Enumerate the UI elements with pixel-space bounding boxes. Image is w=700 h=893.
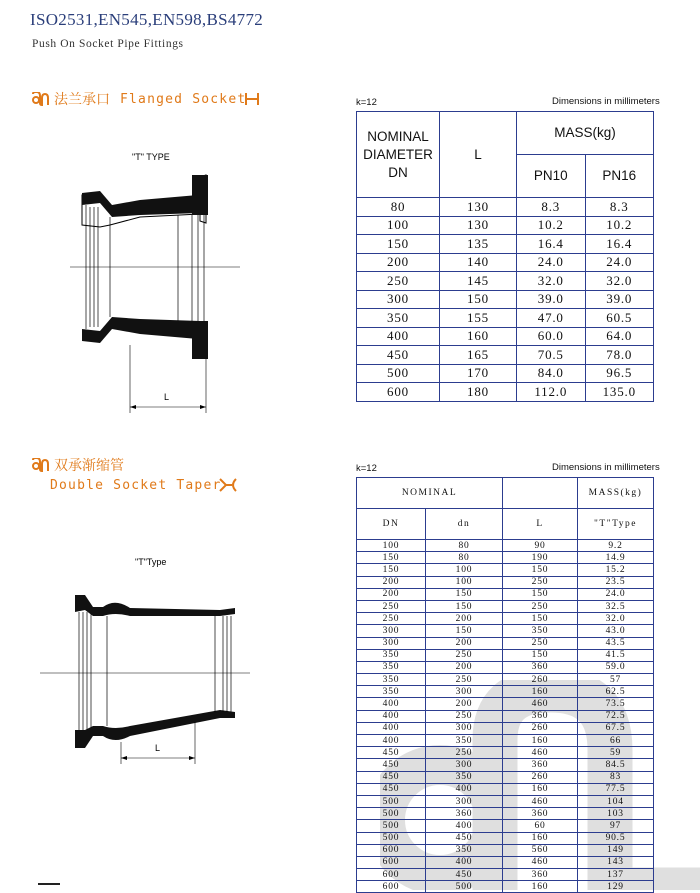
table-cell: 100 (426, 564, 503, 576)
section2-dim-note: Dimensions in millimeters (552, 462, 660, 473)
flanged-socket-drawing (60, 145, 260, 420)
table-row (357, 661, 654, 673)
table-cell: 600 (357, 844, 426, 856)
table-row (357, 649, 654, 661)
table-cell: 60.5 (585, 309, 654, 328)
table-row (357, 576, 654, 588)
table-cell: 600 (357, 856, 426, 868)
table-row (357, 540, 654, 552)
table-cell: 350 (357, 649, 426, 661)
table-cell: 100 (357, 216, 440, 235)
drawing2-label: "T"Type (135, 557, 167, 567)
table-cell: 150 (357, 235, 440, 254)
table-cell: 32.0 (578, 613, 654, 625)
table-row (357, 552, 654, 564)
table-cell: 500 (357, 808, 426, 820)
table-cell: 250 (426, 674, 503, 686)
table-cell: 160 (503, 832, 578, 844)
table-row (357, 832, 654, 844)
table-cell: 250 (426, 747, 503, 759)
table-row (357, 564, 654, 576)
table-cell: 78.0 (585, 346, 654, 365)
section1-k-note: k=12 (356, 97, 377, 108)
table-cell: 250 (357, 272, 440, 291)
section1-heading (32, 89, 260, 109)
table-cell: 41.5 (578, 649, 654, 661)
table-cell: 300 (426, 722, 503, 734)
table-cell: 360 (503, 869, 578, 881)
table-cell: 150 (426, 588, 503, 600)
table-cell: 300 (357, 625, 426, 637)
table-cell: 90 (503, 540, 578, 552)
table-cell: 600 (357, 869, 426, 881)
table-cell: 460 (503, 856, 578, 868)
table-cell: 260 (503, 674, 578, 686)
table-cell: 360 (426, 808, 503, 820)
table-cell: 145 (440, 272, 517, 291)
table-cell: 250 (357, 600, 426, 612)
table-cell: 150 (503, 588, 578, 600)
table-cell: 360 (503, 661, 578, 673)
table-cell: 140 (440, 253, 517, 272)
table-cell: 350 (426, 735, 503, 747)
header-mass: MASS(kg) (517, 112, 654, 155)
table-row (357, 686, 654, 698)
table-row (357, 869, 654, 881)
table-cell: 10.2 (585, 216, 654, 235)
section1-title-en: Flanged Socket (120, 91, 247, 107)
header-pn16: PN16 (585, 155, 654, 198)
header-blank (503, 478, 578, 509)
section2-title-en: Double Socket Taper (50, 477, 222, 493)
table-cell: 100 (426, 576, 503, 588)
header-type: "T"Type (578, 509, 654, 540)
table-cell: 60.0 (517, 327, 586, 346)
table-cell: 400 (357, 698, 426, 710)
section2-title-cn: 双承渐缩管 (54, 458, 124, 474)
table-cell: 450 (357, 747, 426, 759)
table-row (357, 309, 654, 328)
table-cell: 24.0 (578, 588, 654, 600)
table-cell: 250 (426, 710, 503, 722)
table-cell: 47.0 (517, 309, 586, 328)
table-cell: 103 (578, 808, 654, 820)
table-cell: 160 (440, 327, 517, 346)
table-cell: 66 (578, 735, 654, 747)
section1-dim-note: Dimensions in millimeters (552, 96, 660, 107)
table-cell: 14.9 (578, 552, 654, 564)
table-cell: 500 (357, 795, 426, 807)
drawing1-label: "T" TYPE (132, 152, 170, 162)
table-cell: 23.5 (578, 576, 654, 588)
table-cell: 83 (578, 771, 654, 783)
section2-k-note: k=12 (356, 463, 377, 474)
table-row (357, 771, 654, 783)
table-cell: 460 (503, 698, 578, 710)
table-row (357, 364, 654, 383)
section2-heading (32, 455, 238, 493)
double-socket-taper-table (356, 477, 654, 893)
table-cell: 137 (578, 869, 654, 881)
header-mass: MASS(kg) (578, 478, 654, 509)
table-cell: 200 (426, 613, 503, 625)
table-cell: 150 (357, 552, 426, 564)
table-cell: 460 (503, 795, 578, 807)
table-cell: 450 (357, 346, 440, 365)
table-cell: 130 (440, 216, 517, 235)
table-cell: 59.0 (578, 661, 654, 673)
double-socket-taper-drawing (35, 550, 255, 770)
table-cell: 160 (503, 881, 578, 893)
table-row (357, 253, 654, 272)
table-cell: 84.5 (578, 759, 654, 771)
table-row (357, 613, 654, 625)
table-cell: 155 (440, 309, 517, 328)
section1-title-cn: 法兰承口 (54, 92, 110, 108)
table-cell: 300 (426, 686, 503, 698)
table-row (357, 783, 654, 795)
table-cell: 80 (426, 540, 503, 552)
table-cell: 84.0 (517, 364, 586, 383)
table-row (357, 327, 654, 346)
table-cell: 400 (357, 710, 426, 722)
table-row (357, 856, 654, 868)
table-cell: 24.0 (585, 253, 654, 272)
table-cell: 150 (357, 564, 426, 576)
table-cell: 135.0 (585, 383, 654, 402)
page-subtitle: Push On Socket Pipe Fittings (32, 38, 184, 50)
table-cell: 350 (426, 844, 503, 856)
table-cell: 400 (357, 735, 426, 747)
table-cell: 600 (357, 383, 440, 402)
table-cell: 400 (357, 327, 440, 346)
table-cell: 77.5 (578, 783, 654, 795)
table-cell: 10.2 (517, 216, 586, 235)
table-row (357, 272, 654, 291)
table-cell: 100 (357, 540, 426, 552)
table-row (357, 747, 654, 759)
table-cell: 67.5 (578, 722, 654, 734)
table-cell: 97 (578, 820, 654, 832)
table-cell: 8.3 (517, 198, 586, 217)
table-cell: 350 (357, 661, 426, 673)
table-cell: 150 (440, 290, 517, 309)
table-cell: 43.5 (578, 637, 654, 649)
drawing1-dim-L: L (164, 392, 170, 402)
table-cell: 450 (426, 869, 503, 881)
table-cell: 460 (503, 747, 578, 759)
table-row (357, 735, 654, 747)
table-cell: 62.5 (578, 686, 654, 698)
table-row (357, 346, 654, 365)
table-cell: 135 (440, 235, 517, 254)
table-cell: 24.0 (517, 253, 586, 272)
drawing2-dim-L: L (155, 743, 161, 753)
table-cell: 150 (426, 600, 503, 612)
table-cell: 350 (357, 686, 426, 698)
table-cell: 300 (426, 795, 503, 807)
table-cell: 112.0 (517, 383, 586, 402)
table-cell: 104 (578, 795, 654, 807)
table-cell: 350 (357, 309, 440, 328)
dn-logo-icon (32, 92, 50, 106)
table-cell: 39.0 (517, 290, 586, 309)
table-cell: 190 (503, 552, 578, 564)
table-row (357, 625, 654, 637)
table-cell: 500 (357, 364, 440, 383)
table-cell: 200 (426, 698, 503, 710)
table-cell: 96.5 (585, 364, 654, 383)
header-pn10: PN10 (517, 155, 586, 198)
table-cell: 450 (426, 832, 503, 844)
table-cell: 400 (426, 820, 503, 832)
table-cell: 250 (426, 649, 503, 661)
header-L: L (440, 112, 517, 198)
table-cell: 9.2 (578, 540, 654, 552)
table-cell: 39.0 (585, 290, 654, 309)
table-cell: 250 (503, 600, 578, 612)
table-cell: 15.2 (578, 564, 654, 576)
table-cell: 72.5 (578, 710, 654, 722)
dn-logo-icon (32, 458, 50, 472)
table-cell: 360 (503, 710, 578, 722)
table-row (357, 808, 654, 820)
table-row (357, 844, 654, 856)
table-cell: 160 (503, 735, 578, 747)
table-cell: 250 (503, 576, 578, 588)
table-cell: 16.4 (585, 235, 654, 254)
table-cell: 360 (503, 808, 578, 820)
table-cell: 150 (426, 625, 503, 637)
header-nominal-diameter: NOMINAL DIAMETER DN (357, 112, 440, 198)
table-cell: 450 (357, 783, 426, 795)
table-cell: 400 (426, 856, 503, 868)
double-socket-taper-symbol-icon (218, 477, 238, 493)
flanged-socket-symbol-icon (244, 92, 260, 106)
table-cell: 59 (578, 747, 654, 759)
table-cell: 600 (357, 881, 426, 893)
table-cell: 80 (357, 198, 440, 217)
table-cell: 150 (503, 649, 578, 661)
table-cell: 260 (503, 722, 578, 734)
table-cell: 43.0 (578, 625, 654, 637)
table-cell: 360 (503, 759, 578, 771)
table-cell: 300 (357, 290, 440, 309)
table-cell: 165 (440, 346, 517, 365)
table-cell: 60 (503, 820, 578, 832)
table-cell: 260 (503, 771, 578, 783)
header-dn: dn (426, 509, 503, 540)
table-cell: 500 (426, 881, 503, 893)
flanged-socket-table (356, 111, 654, 402)
table-cell: 90.5 (578, 832, 654, 844)
table-row (357, 290, 654, 309)
table-cell: 130 (440, 198, 517, 217)
table-row (357, 588, 654, 600)
table-cell: 560 (503, 844, 578, 856)
header-L: L (503, 509, 578, 540)
table-row (357, 820, 654, 832)
table-cell: 64.0 (585, 327, 654, 346)
table-cell: 57 (578, 674, 654, 686)
table-cell: 200 (357, 253, 440, 272)
table-cell: 500 (357, 820, 426, 832)
table-cell: 73.5 (578, 698, 654, 710)
table-cell: 300 (357, 637, 426, 649)
table-cell: 350 (426, 771, 503, 783)
table-cell: 180 (440, 383, 517, 402)
standards-title: ISO2531,EN545,EN598,BS4772 (30, 10, 264, 29)
table-cell: 300 (426, 759, 503, 771)
table-cell: 200 (357, 576, 426, 588)
table-row (357, 383, 654, 402)
table-cell: 250 (503, 637, 578, 649)
table-cell: 250 (357, 613, 426, 625)
table-row (357, 722, 654, 734)
table-cell: 200 (357, 588, 426, 600)
table-cell: 400 (357, 722, 426, 734)
table-cell: 170 (440, 364, 517, 383)
table-row (357, 216, 654, 235)
table-row (357, 637, 654, 649)
table-cell: 500 (357, 832, 426, 844)
table-cell: 70.5 (517, 346, 586, 365)
table-row (357, 674, 654, 686)
table-cell: 32.5 (578, 600, 654, 612)
table-cell: 150 (503, 564, 578, 576)
table-cell: 160 (503, 783, 578, 795)
table-cell: 400 (426, 783, 503, 795)
table-cell: 450 (357, 759, 426, 771)
table-cell: 350 (503, 625, 578, 637)
table-cell: 16.4 (517, 235, 586, 254)
table-row (357, 710, 654, 722)
header-nominal: NOMINAL (357, 478, 503, 509)
table-row (357, 600, 654, 612)
table-cell: 160 (503, 686, 578, 698)
table-row (357, 881, 654, 893)
table-row (357, 698, 654, 710)
table-cell: 200 (426, 661, 503, 673)
table-row (357, 235, 654, 254)
table-cell: 32.0 (517, 272, 586, 291)
table-cell: 150 (503, 613, 578, 625)
table-row (357, 795, 654, 807)
table-cell: 143 (578, 856, 654, 868)
table-cell: 450 (357, 771, 426, 783)
table-row (357, 759, 654, 771)
table-cell: 129 (578, 881, 654, 893)
table-cell: 32.0 (585, 272, 654, 291)
table-cell: 350 (357, 674, 426, 686)
table-cell: 80 (426, 552, 503, 564)
page-edge-mark (38, 883, 60, 885)
table-cell: 200 (426, 637, 503, 649)
table-cell: 8.3 (585, 198, 654, 217)
header-DN: DN (357, 509, 426, 540)
table-row (357, 198, 654, 217)
table-cell: 149 (578, 844, 654, 856)
